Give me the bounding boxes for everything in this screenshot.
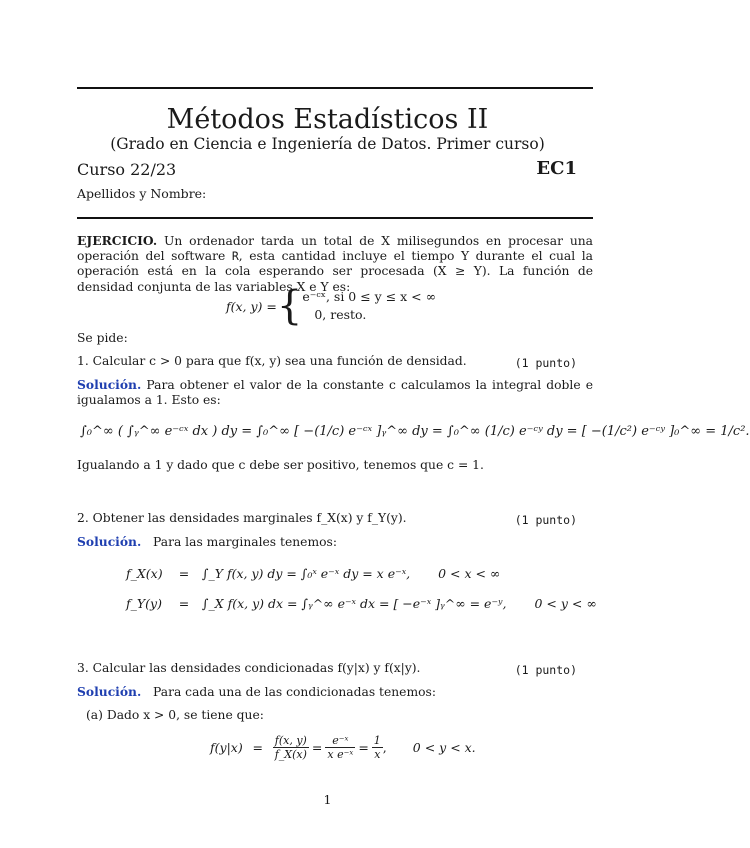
name-field-label: Apellidos y Nombre:	[77, 186, 207, 201]
marginal-y-rhs: ∫_X f(x, y) dx = ∫ᵧ^∞ e⁻ˣ dx = [ −e⁻ˣ ]ᵧ^∞ = e⁻ʸ,	[201, 596, 507, 611]
solution-2-text: Para las marginales tenemos:	[153, 535, 337, 549]
solution-3-label: Solución.	[77, 684, 142, 699]
marginal-y-lhs: f_Y(y)	[126, 596, 162, 611]
fraction-2-num: e⁻ˣ	[325, 734, 355, 748]
question-2-points: (1 punto)	[514, 513, 577, 527]
top-rule	[77, 87, 593, 89]
solution-1-label: Solución.	[77, 377, 142, 392]
se-pide-label: Se pide:	[77, 331, 128, 345]
fraction-2	[325, 734, 355, 761]
marginal-x-lhs: f_X(x)	[126, 566, 163, 581]
fraction-1-num: f(x, y)	[273, 734, 309, 748]
density-function	[226, 283, 437, 329]
question-3-item-a: (a) Dado x > 0, se tiene que:	[86, 708, 264, 722]
fraction-1	[273, 734, 309, 761]
document-title: Métodos Estadísticos II	[166, 104, 489, 135]
course-label: Curso 22/23	[77, 160, 177, 179]
fraction-3-den: x	[374, 748, 381, 761]
question-1-equation: ∫₀^∞ ( ∫ᵧ^∞ e⁻ᶜˣ dx ) dy = ∫₀^∞ [ −(1/c) e⁻ᶜˣ ]ᵧ^∞ dy = ∫₀^∞ (1/c) e⁻ᶜʸ dy = [ −(1/c²) e⁻ᶜʸ ]₀^∞ = 1/c².	[80, 424, 750, 439]
conditional-range: 0 < y < x.	[412, 740, 476, 755]
fraction-2-den: x e⁻ˣ	[327, 748, 354, 761]
solution-1-text: Para obtener el valor de la constante c calculamos la integral doble e igualamos a 1. Esto es:	[77, 378, 593, 408]
question-1-text: 1. Calcular c > 0 para que f(x, y) sea una función de densidad.	[77, 354, 467, 368]
question-2-text: 2. Obtener las densidades marginales f_X(x) y f_Y(y).	[77, 511, 407, 525]
header-bottom-rule	[77, 217, 593, 219]
question-1-points: (1 punto)	[514, 356, 577, 370]
marginal-x-rhs: ∫_Y f(x, y) dy = ∫₀ˣ e⁻ˣ dy = x e⁻ˣ,	[201, 566, 411, 581]
marginal-x-equation: f_X(x) = ∫_Y f(x, y) dy = ∫₀ˣ e⁻ˣ dy = x e⁻ˣ, 0 < x < ∞	[126, 566, 501, 581]
conditional-equation: f(y|x) = $\frac{f(x, y)}{f\_X(x)}$ = $\frac{\text{e⁻ˣ}}{\text{x e⁻ˣ}}$ = $\frac{1}{x}$ , 0 < y < x.	[210, 734, 476, 761]
software-name: R	[231, 249, 239, 264]
brace-icon: {	[276, 283, 303, 329]
marginal-y-range: 0 < y < ∞	[534, 596, 597, 611]
question-2-solution	[77, 534, 593, 550]
exercise-text-2: , esta cantidad incluye el tiempo Y durante el cual la operación está en la cola esperando ser procesada (X ≥ Y). La función de densidad conjunta de las variables X e Y es:	[77, 249, 593, 294]
fraction-3-num: 1	[373, 734, 381, 747]
question-3-text: 3. Calcular las densidades condicionadas f(y|x) y f(x|y).	[77, 661, 421, 675]
exercise-text-1: Un ordenador tarda un total de X milisegundos en procesar una operación del software	[77, 234, 593, 264]
density-case-1: e⁻ᶜˣ, si 0 ≤ y ≤ x < ∞	[302, 289, 437, 304]
exercise-label: EJERCICIO.	[77, 233, 158, 248]
density-lhs: f(x, y) =	[226, 298, 277, 314]
question-1-solution	[77, 377, 593, 408]
question-1-conclusion: Igualando a 1 y dado que c debe ser positivo, tenemos que c = 1.	[77, 458, 484, 472]
fraction-3	[372, 734, 383, 761]
fraction-1-den: f_X(x)	[274, 748, 307, 761]
exam-code: EC1	[536, 158, 577, 179]
document-subtitle: (Grado en Ciencia e Ingeniería de Datos. Primer curso)	[110, 135, 545, 153]
question-3-points: (1 punto)	[514, 663, 577, 677]
page-number: 1	[323, 792, 332, 807]
density-case-2: 0, resto.	[314, 307, 367, 322]
marginal-y-equation: f_Y(y) = ∫_X f(x, y) dx = ∫ᵧ^∞ e⁻ˣ dx = [ −e⁻ˣ ]ᵧ^∞ = e⁻ʸ, 0 < y < ∞	[126, 596, 597, 611]
solution-2-label: Solución.	[77, 534, 142, 549]
question-3-solution	[77, 684, 593, 700]
conditional-lhs: f(y|x)	[210, 740, 243, 755]
marginal-x-range: 0 < x < ∞	[438, 566, 501, 581]
solution-3-text: Para cada una de las condicionadas tenemos:	[153, 685, 436, 699]
